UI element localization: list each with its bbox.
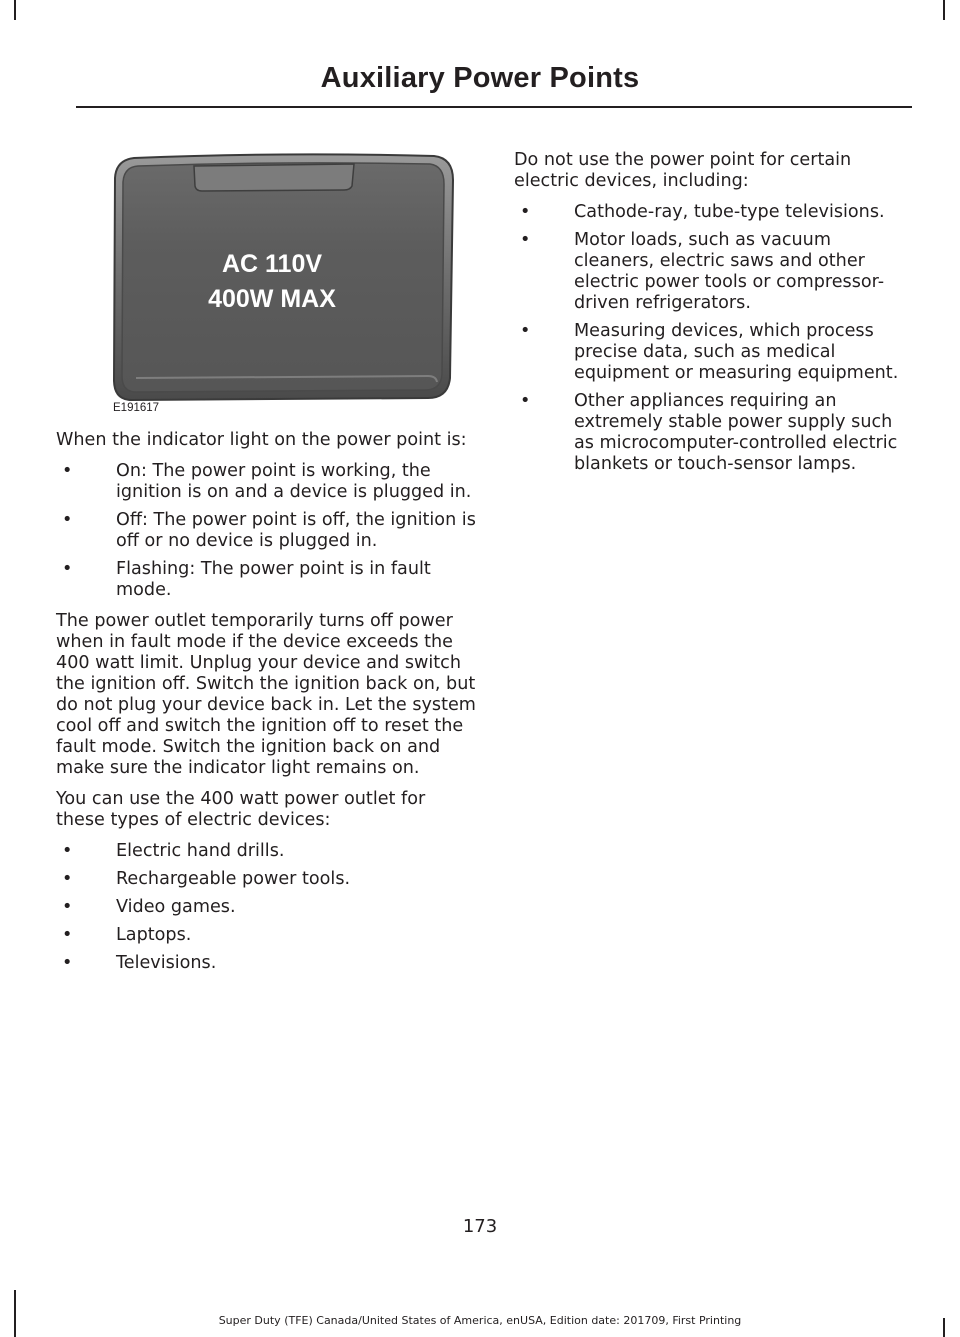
- left-column: [56, 430, 476, 981]
- bullet: •: [62, 925, 73, 945]
- list-item: • Flashing: The power point is in fault mode.: [62, 559, 431, 600]
- list-item: • Televisions.: [62, 953, 217, 973]
- restricted-devices-intro: Do not use the power point for certain electric devices, including:: [514, 150, 852, 191]
- bullet: •: [62, 953, 73, 973]
- indicator-intro: When the indicator light on the power point is:: [56, 430, 467, 450]
- bullet: •: [62, 869, 73, 889]
- outlet-rating-line-2: 400W MAX: [208, 285, 336, 313]
- list-item: • Off: The power point is off, the ignition is off or no device is plugged in.: [62, 510, 476, 551]
- list-item: • Other appliances requiring an extremely stable power supply such as microcomputer-controlled electric blankets or touch-sensor lamps.: [520, 391, 898, 474]
- fault-mode-paragraph: The power outlet temporarily turns off power when in fault mode if the device exceeds the 400 watt limit. Unplug your device and switch the ignition off. Switch the ignition back on, but do not plug your device back in. Let the system cool off and switch the ignition off to reset the fault mode. Switch the ignition back on and make sure the indicator light remains on.: [56, 611, 476, 778]
- list-item: • Video games.: [62, 897, 236, 917]
- indicator-states-list: [56, 461, 476, 601]
- bullet: •: [520, 321, 531, 341]
- list-item: • Laptops.: [62, 925, 192, 945]
- usable-devices-list: [56, 841, 476, 974]
- bullet: •: [62, 510, 73, 530]
- bullet: •: [520, 202, 531, 222]
- bullet: •: [62, 559, 73, 579]
- list-item: • Cathode-ray, tube-type televisions.: [520, 202, 885, 222]
- right-column: [514, 150, 910, 482]
- figure-code: E191617: [113, 402, 160, 414]
- outlet-rating-line-1: AC 110V: [221, 250, 323, 278]
- list-item: • Motor loads, such as vacuum cleaners, electric saws and other electric power tools or compressor-driven refrigerators.: [520, 230, 885, 313]
- bullet: •: [62, 841, 73, 861]
- list-item: • On: The power point is working, the ignition is on and a device is plugged in.: [62, 461, 472, 502]
- bullet: •: [62, 461, 73, 481]
- crop-mark-top-left: [14, 0, 16, 20]
- list-item: • Measuring devices, which process precise data, such as medical equipment or measuring equipment.: [520, 321, 899, 383]
- power-outlet-cover-figure: [112, 152, 457, 402]
- page-title: Auxiliary Power Points: [320, 62, 640, 94]
- bullet: •: [520, 391, 531, 411]
- cover-hinge-tab: [194, 164, 354, 191]
- crop-mark-top-right: [943, 0, 945, 20]
- list-item: • Rechargeable power tools.: [62, 869, 351, 889]
- usable-devices-intro: You can use the 400 watt power outlet for these types of electric devices:: [56, 789, 426, 830]
- bullet: •: [62, 897, 73, 917]
- page-footer: Super Duty (TFE) Canada/United States of America, enUSA, Edition date: 201709, First Printing: [218, 1314, 742, 1327]
- restricted-devices-list: [514, 202, 910, 475]
- bullet: •: [520, 230, 531, 250]
- page-number: 173: [462, 1216, 498, 1237]
- list-item: • Electric hand drills.: [62, 841, 285, 861]
- title-divider: [76, 106, 912, 108]
